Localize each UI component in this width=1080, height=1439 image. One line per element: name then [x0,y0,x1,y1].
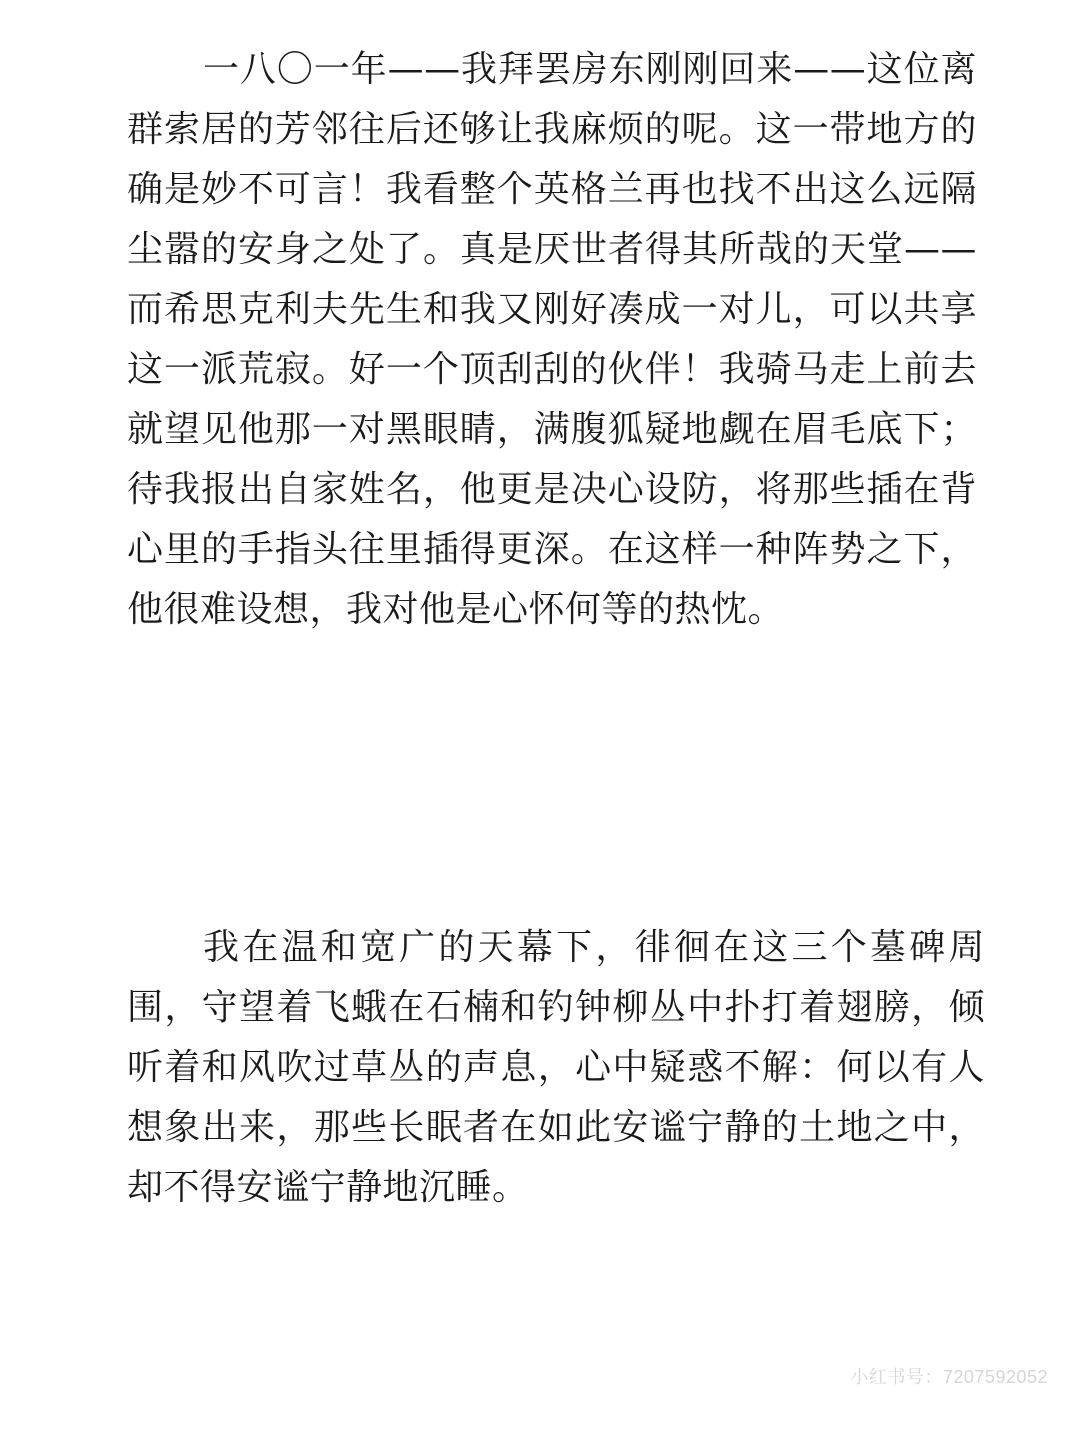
watermark-account-id: 小红书号：7207592052 [850,1367,1048,1387]
paragraph-opening: 一八〇一年——我拜罢房东刚刚回来——这位离群索居的芳邻往后还够让我麻烦的呢。这一带地方的确是妙不可言！我看整个英格兰再也找不出这么远隔尘嚣的安身之处了。真是厌世者得其所哉的天堂——而希思克利夫先生和我又刚好凑成一对儿，可以共享这一派荒寂。好一个顶刮刮的伙伴！我骑马走上前去就望见他那一对黑眼睛，满腹狐疑地觑在眉毛底下；待我报出自家姓名，他更是决心设防，将那些插在背心里的手指头往里插得更深。在这样一种阵势之下，他很难设想，我对他是心怀何等的热忱。 [127,49,977,630]
paragraph-closing: 我在温和宽广的天幕下，徘徊在这三个墓碑周围，守望着飞蛾在石楠和钓钟柳丛中扑打着翅膀，倾听着和风吹过草丛的声息，心中疑惑不解：何以有人想象出来，那些长眠者在如此安谧宁静的土地之中，却不得安谧宁静地沉睡。 [127,927,985,1208]
